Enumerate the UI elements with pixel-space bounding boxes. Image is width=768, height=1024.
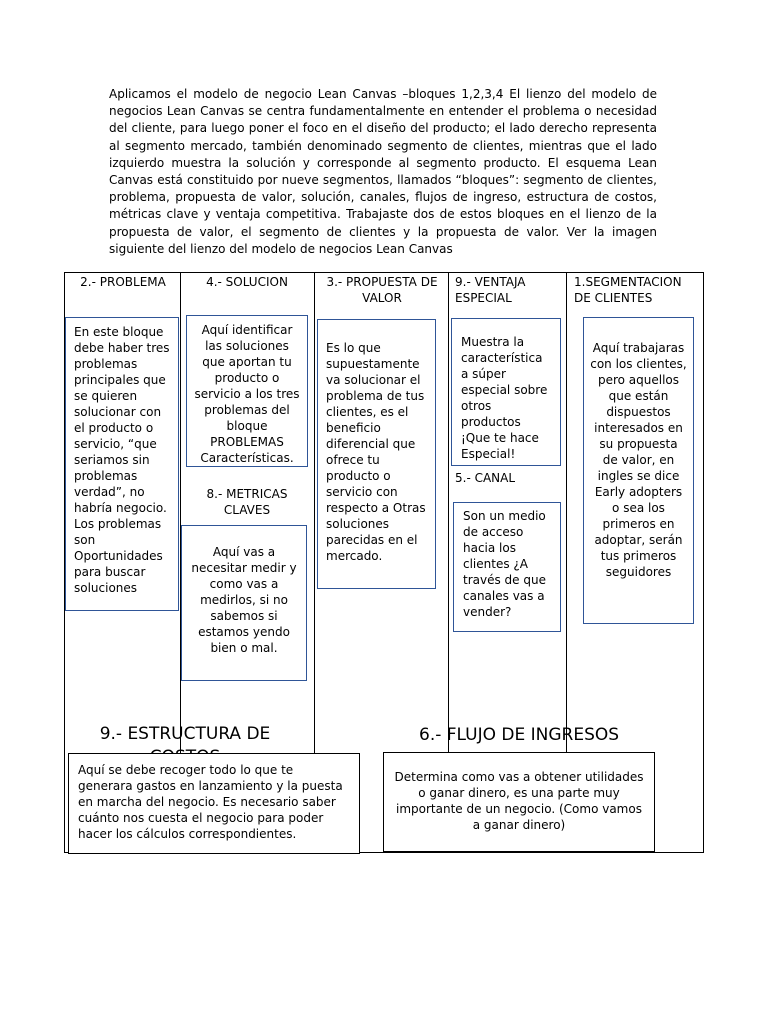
lean-canvas: [64, 272, 704, 853]
solucion-box: Aquí identificar las soluciones que aportan tu producto o servicio a los tres problemas del bloque PROBLEMAS Características.: [186, 315, 308, 467]
solucion-header: 4.- SOLUCION: [206, 275, 288, 289]
canal-header: 5.- CANAL: [455, 471, 516, 485]
ingresos-box: Determina como vas a obtener utilidades o ganar dinero, es una parte muy importante de un negocio. (Como vamos a ganar dinero): [383, 752, 655, 852]
ingresos-header: 6.- FLUJO DE INGRESOS: [419, 725, 620, 745]
propuesta-box: Es lo que supuestamente va solucionar el problema de tus clientes, es el beneficio diferencial que ofrece tu producto o servicio con respecto a Otras soluciones parecidas en el mercado.: [317, 319, 436, 589]
costos-box: Aquí se debe recoger todo lo que te generara gastos en lanzamiento y la puesta en marcha del negocio. Es necesario saber cuánto nos cuesta el negocio para poder hacer los cálculos correspondientes.: [68, 753, 360, 854]
metricas-box: Aquí vas a necesitar medir y como vas a medirlos, si no sabemos si estamos yendo bien o mal.: [181, 525, 307, 681]
problema-header: 2.- PROBLEMA: [80, 275, 166, 289]
segmentacion-header: 1.SEGMENTACION DE CLIENTES: [574, 275, 682, 305]
propuesta-header: 3.- PROPUESTA DE VALOR: [326, 275, 438, 305]
ventaja-box: Muestra la característica a súper especial sobre otros productos ¡Que te hace Especial!: [451, 318, 561, 466]
ventaja-header: 9.- VENTAJA ESPECIAL: [455, 275, 526, 305]
metricas-header: 8.- METRICAS CLAVES: [206, 487, 288, 517]
canal-box: Son un medio de acceso hacia los clientes ¿A través de que canales vas a vender?: [453, 502, 561, 632]
problema-box: En este bloque debe haber tres problemas principales que se quieren solucionar con el producto o servicio, “que seriamos sin problemas verdad”, no habría negocio. Los problemas son Oportunidades para buscar soluciones: [65, 317, 179, 611]
costos-header: 9.- ESTRUCTURA DE: [99, 724, 271, 744]
segmentacion-box: Aquí trabajaras con los clientes, pero aquellos que están dispuestos interesados en su propuesta de valor, en ingles se dice Early adopters o sea los primeros en adoptar, serán tus primeros seguidores: [583, 317, 694, 624]
intro-paragraph: Aplicamos el modelo de negocio Lean Canvas –bloques 1,2,3,4 El lienzo del modelo de negocios Lean Canvas se centra fundamentalmente en entender el problema o necesidad del cliente, para luego poner el foco en el diseño del producto; el lado derecho representa al segmento mercado, también denominado segmento de clientes, mientras que el lado izquierdo muestra la solución y corresponde al segmento producto. El esquema Lean Canvas está constituido por nueve segmentos, llamados “bloques”: segmento de clientes, problema, propuesta de valor, solución, canales, flujos de ingreso, estructura de costos, métricas clave y ventaja competitiva. Trabajaste dos de estos bloques en el lienzo de la propuesta de valor, el segmento de clientes y la propuesta de valor. Ver la imagen siguiente del lienzo del modelo de negocios Lean Canvas: [109, 87, 657, 256]
